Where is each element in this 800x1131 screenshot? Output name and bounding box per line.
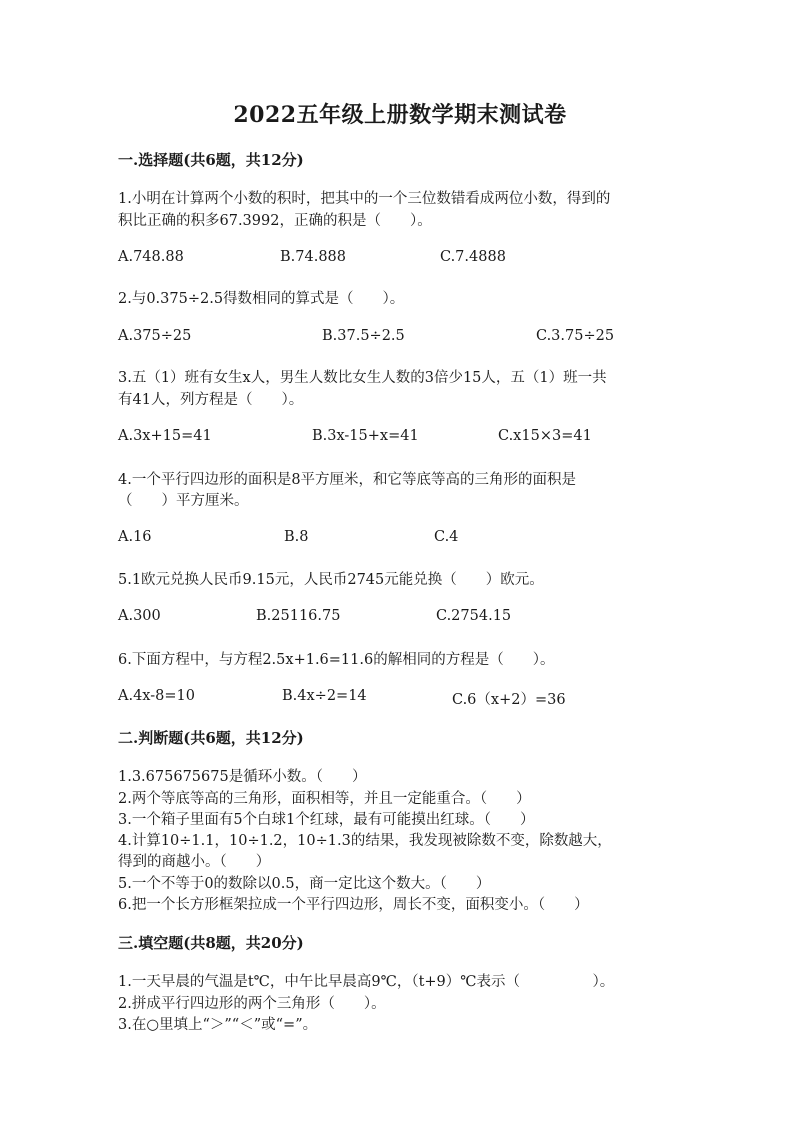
question-text: 4.一个平行四边形的面积是8平方厘米，和它等底等高的三角形的面积是 [118, 472, 577, 488]
fill-in-line: 3.在○里填上“＞”“＜”或“=”。 [118, 1017, 318, 1033]
answer-options [118, 529, 678, 549]
judgement-line: 4.计算10÷1.1，10÷1.2，10÷1.3的结果，我发现被除数不变，除数越大， [118, 833, 612, 849]
option-b: B.8 [284, 529, 309, 545]
answer-options [118, 249, 678, 269]
judgement-line: 得到的商越小。（ ） [118, 854, 271, 870]
option-a: A.375÷25 [118, 328, 192, 344]
fill-in-line: 2.拼成平行四边形的两个三角形（ ）。 [118, 996, 386, 1012]
section-heading-choice: 一.选择题(共6题，共12分) [118, 151, 304, 169]
page-title: 2022五年级上册数学期末测试卷 [233, 102, 567, 128]
option-c: C.4 [434, 529, 459, 545]
option-a: A.4x-8=10 [118, 688, 195, 704]
option-c: C.3.75÷25 [536, 328, 615, 344]
question-text: 1.小明在计算两个小数的积时，把其中的一个三位数错看成两位小数，得到的 [118, 191, 611, 207]
option-a: A.300 [118, 608, 161, 624]
judgement-line: 2.两个等底等高的三角形，面积相等，并且一定能重合。（ ） [118, 791, 531, 807]
answer-options [118, 608, 678, 628]
fill-in-line: 1.一天早晨的气温是t℃，中午比早晨高9℃，（t+9）℃表示（ ）。 [118, 974, 615, 990]
question-text: 积比正确的积多67.3992，正确的积是（ ）。 [118, 213, 432, 229]
question-text: 2.与0.375÷2.5得数相同的算式是（ ）。 [118, 291, 405, 307]
option-b: B.3x-15+x=41 [312, 428, 419, 444]
answer-options [118, 328, 678, 348]
question-text: 5.1欧元兑换人民币9.15元，人民币2745元能兑换（ ）欧元。 [118, 572, 544, 588]
question-text: 有41人，列方程是（ ）。 [118, 392, 304, 408]
question-text: （ ）平方厘米。 [118, 493, 249, 509]
option-c: C.2754.15 [436, 608, 512, 624]
option-a: A.3x+15=41 [118, 428, 212, 444]
answer-options [118, 688, 678, 708]
question-text: 6.下面方程中，与方程2.5x+1.6=11.6的解相同的方程是（ ）。 [118, 652, 555, 668]
option-b: B.74.888 [280, 249, 347, 265]
option-a: A.16 [118, 529, 152, 545]
question-text: 3.五（1）班有女生x人，男生人数比女生人数的3倍少15人，五（1）班一共 [118, 370, 607, 386]
option-b: B.25116.75 [256, 608, 341, 624]
option-c: C.6（x+2）=36 [452, 692, 566, 708]
option-c: C.7.4888 [440, 249, 506, 265]
section-heading-judgement: 二.判断题(共6题，共12分) [118, 729, 304, 747]
option-a: A.748.88 [118, 249, 184, 265]
judgement-line: 5.一个不等于0的数除以0.5，商一定比这个数大。（ ） [118, 876, 491, 892]
answer-options [118, 428, 678, 448]
option-c: C.x15×3=41 [498, 428, 592, 444]
option-b: B.4x÷2=14 [282, 688, 367, 704]
section-heading-fill-in: 三.填空题(共8题，共20分) [118, 934, 304, 952]
judgement-line: 6.把一个长方形框架拉成一个平行四边形，周长不变，面积变小。（ ） [118, 897, 589, 913]
option-b: B.37.5÷2.5 [322, 328, 405, 344]
judgement-line: 3.一个箱子里面有5个白球1个红球，最有可能摸出红球。（ ） [118, 812, 535, 828]
judgement-line: 1.3.675675675是循环小数。（ ） [118, 769, 367, 785]
